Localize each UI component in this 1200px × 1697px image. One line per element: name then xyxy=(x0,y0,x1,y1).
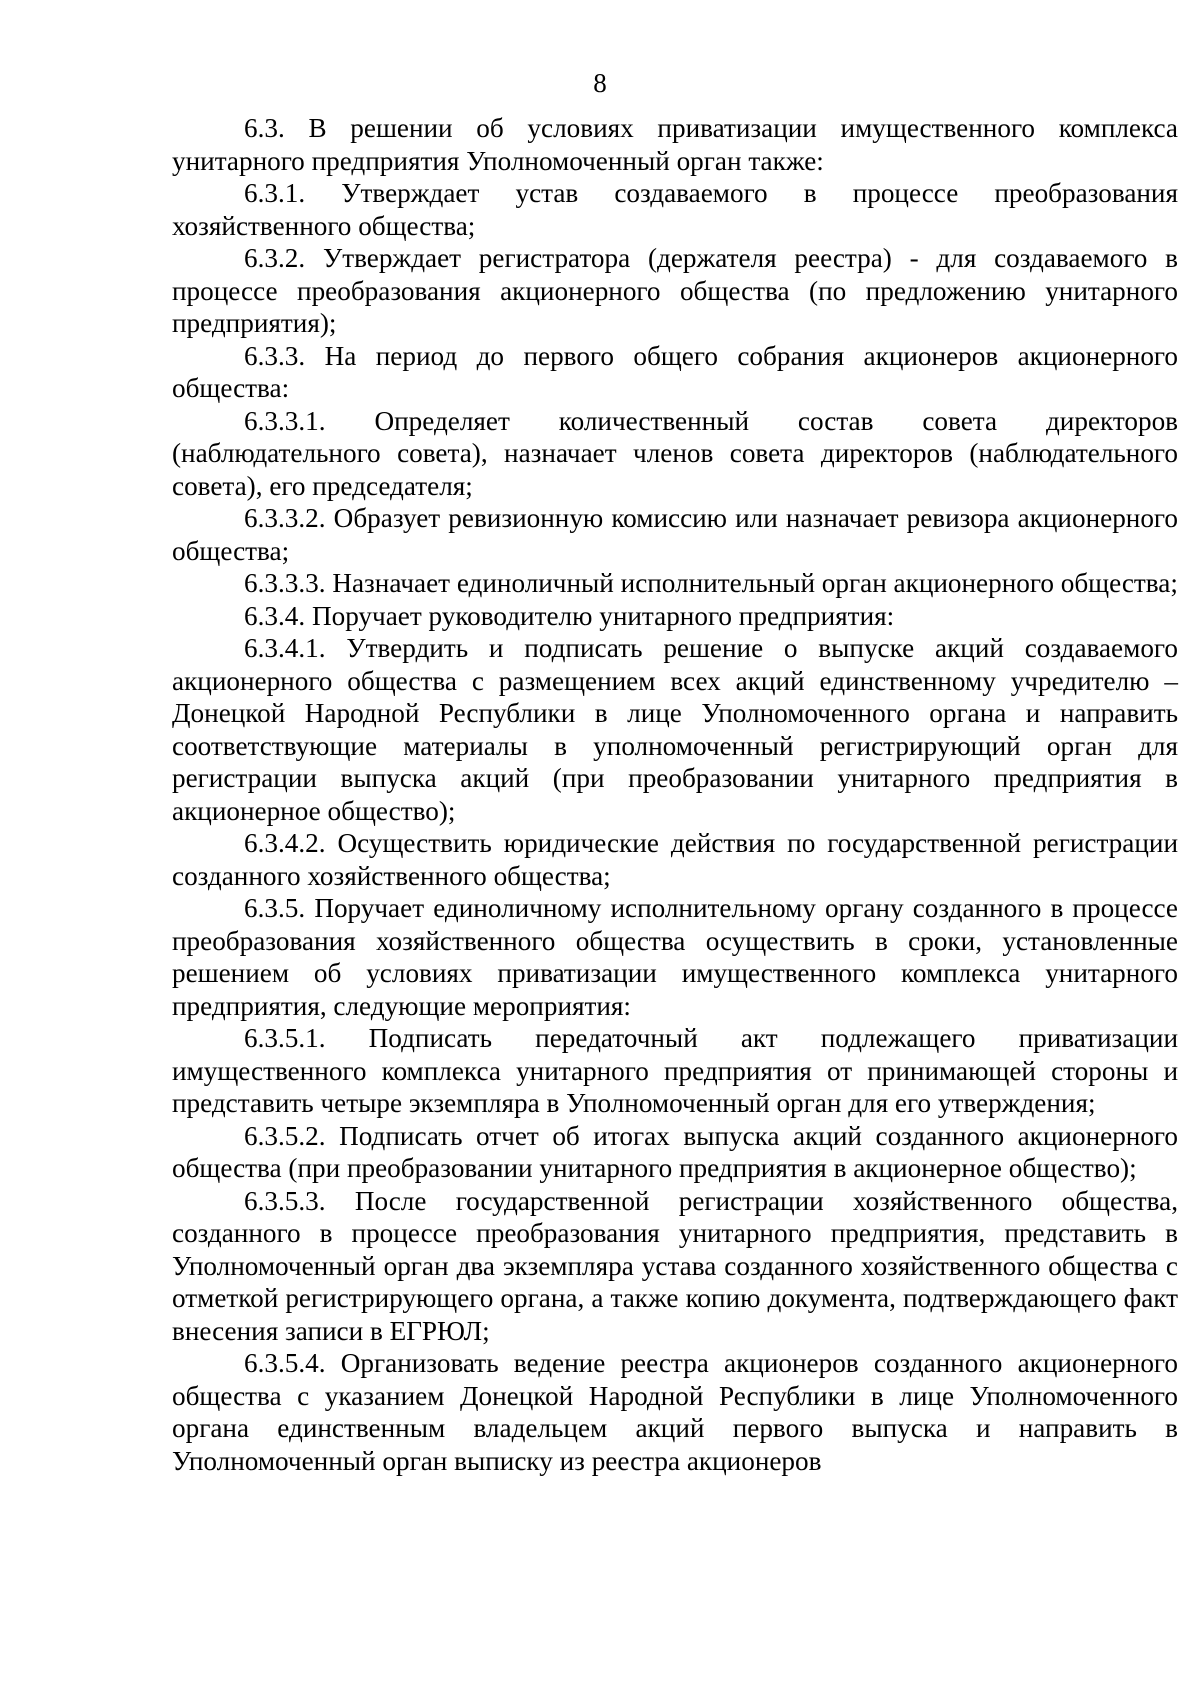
paragraph-6-3-5-2: 6.3.5.2. Подписать отчет об итогах выпуска акций созданного акционерного общества (при преобразовании унитарного предприятия в акционерное общество); xyxy=(172,1120,1178,1183)
paragraph-6-3: 6.3. В решении об условиях приватизации имущественного комплекса унитарного предприятия Уполномоченный орган также: xyxy=(172,113,1178,176)
paragraph-6-3-3-3: 6.3.3.3. Назначает единоличный исполнительный орган акционерного общества; xyxy=(244,568,1178,598)
paragraph-6-3-5-3: 6.3.5.3. После государственной регистрации хозяйственного общества, созданного в процессе преобразования унитарного предприятия, представить в Уполномоченный орган два экземпляра устава созданного хозяйственного общества с отметкой регистрирующего органа, а также копию документа, подтверждающего факт внесения записи в ЕГРЮЛ; xyxy=(172,1185,1178,1346)
paragraph-6-3-5-1: 6.3.5.1. Подписать передаточный акт подлежащего приватизации имущественного комплекса унитарного предприятия от принимающей стороны и представить четыре экземпляра в Уполномоченный орган для его утверждения; xyxy=(172,1023,1178,1118)
paragraph-6-3-3-2: 6.3.3.2. Образует ревизионную комиссию или назначает ревизора акционерного общества; xyxy=(172,503,1178,566)
paragraph-6-3-4: 6.3.4. Поручает руководителю унитарного предприятия: xyxy=(244,600,895,631)
paragraph-6-3-4-1: 6.3.4.1. Утвердить и подписать решение о выпуске акций создаваемого акционерного общества с размещением всех акций единственному учредителю – Донецкой Народной Республики в лице Уполномоченного органа и направить соответствующие материалы в уполномоченный регистрирующий орган для регистрации выпуска акций (при преобразовании унитарного предприятия в акционерное общество); xyxy=(172,633,1178,826)
document-body xyxy=(172,112,1178,1477)
paragraph-6-3-2: 6.3.2. Утверждает регистратора (держателя реестра) - для создаваемого в процессе преобразования акционерного общества (по предложению унитарного предприятия); xyxy=(172,243,1178,338)
paragraph-6-3-5: 6.3.5. Поручает единоличному исполнительному органу созданного в процессе преобразования хозяйственного общества осуществить в сроки, установленные решением об условиях приватизации имущественного комплекса унитарного предприятия, следующие мероприятия: xyxy=(172,893,1178,1021)
paragraph-6-3-5-4: 6.3.5.4. Организовать ведение реестра акционеров созданного акционерного общества с указанием Донецкой Народной Республики в лице Уполномоченного органа единственным владельцем акций первого выпуска и направить в Уполномоченный орган выписку из реестра акционеров xyxy=(172,1348,1178,1476)
page-number: 8 xyxy=(593,68,607,98)
paragraph-6-3-3: 6.3.3. На период до первого общего собрания акционеров акционерного общества: xyxy=(172,340,1178,403)
paragraph-6-3-3-1: 6.3.3.1. Определяет количественный состав совета директоров (наблюдательного совета), назначает членов совета директоров (наблюдательного совета), его председателя; xyxy=(172,405,1178,501)
paragraph-6-3-1: 6.3.1. Утверждает устав создаваемого в процессе преобразования хозяйственного общества; xyxy=(172,178,1178,241)
paragraph-6-3-4-2: 6.3.4.2. Осуществить юридические действия по государственной регистрации созданного хозяйственного общества; xyxy=(172,828,1178,891)
